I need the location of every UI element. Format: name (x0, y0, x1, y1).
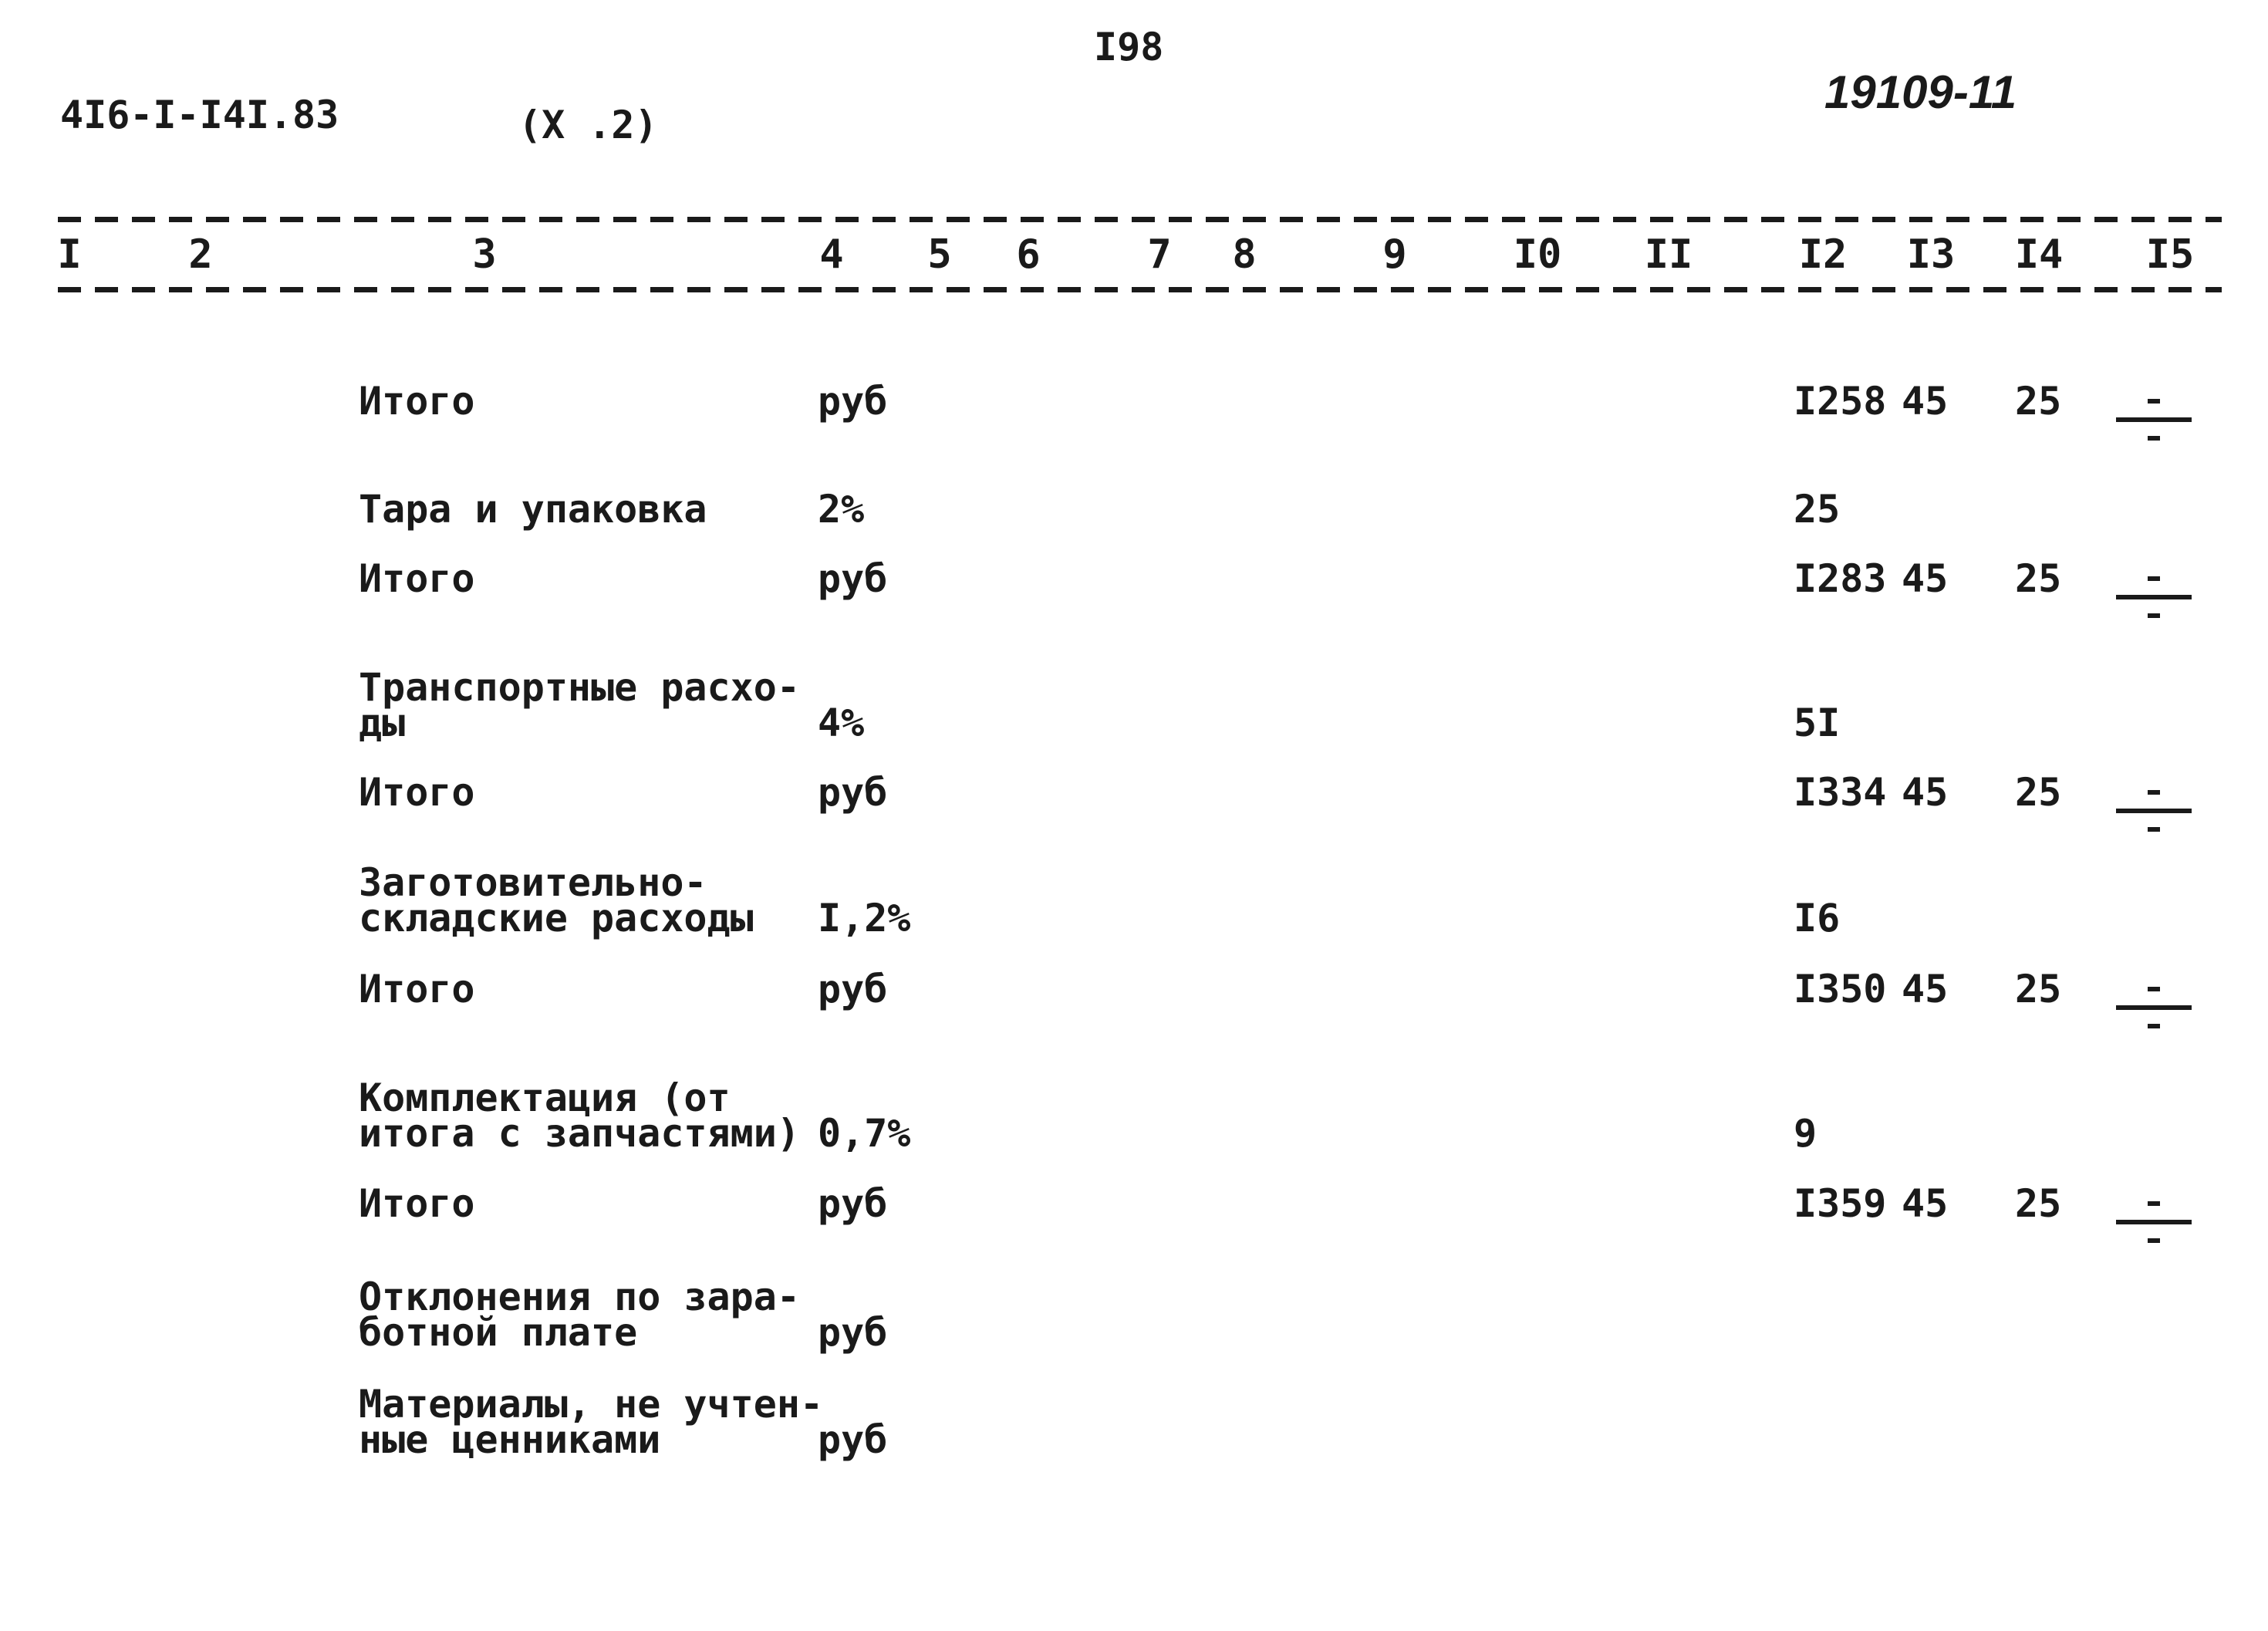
row-description: Материалы, не учтен- (359, 1382, 824, 1427)
row-cost: I258 (1794, 379, 1887, 424)
document-code: 4I6-I-I4I.83 (60, 93, 339, 137)
column-number: 7 (1147, 231, 1172, 278)
row-cost: 9 (1794, 1111, 1817, 1156)
row-unit: руб (818, 1181, 888, 1226)
row-col14: 25 (2015, 556, 2062, 601)
page-number: I98 (1094, 25, 1164, 69)
row-unit: 4% (818, 701, 865, 745)
column-number: 8 (1232, 231, 1257, 278)
row-cost: 5I (1794, 701, 1841, 745)
row-unit: руб (818, 379, 888, 424)
row-cost: I350 (1794, 967, 1887, 1011)
column-number: 2 (188, 231, 213, 278)
handwritten-number: 19109-11 (1824, 66, 2017, 118)
row-col13: 45 (1902, 1181, 1949, 1226)
row-cost: I283 (1794, 556, 1887, 601)
row-cost: I359 (1794, 1181, 1887, 1226)
row-col13: 45 (1902, 379, 1949, 424)
row-col14: 25 (2015, 1181, 2062, 1226)
row-unit: I,2% (818, 896, 911, 940)
column-number: I3 (1906, 231, 1956, 278)
row-unit: руб (818, 556, 888, 601)
division-sign-icon (2116, 987, 2192, 1033)
division-sign-icon (2116, 1201, 2192, 1248)
row-description: Итого (359, 556, 475, 601)
row-description: Отклонения по зара- (359, 1275, 800, 1319)
row-col13: 45 (1902, 556, 1949, 601)
row-description: Итого (359, 1181, 475, 1226)
row-cost: I6 (1794, 896, 1841, 940)
column-number: 3 (472, 231, 497, 278)
row-description: Итого (359, 967, 475, 1011)
column-number: I4 (2014, 231, 2064, 278)
section-label: (X .2) (518, 103, 658, 147)
row-description: ные ценниками (359, 1417, 661, 1462)
division-sign-icon (2116, 790, 2192, 836)
row-col13: 45 (1902, 967, 1949, 1011)
column-number: 4 (819, 231, 844, 278)
column-number: 6 (1016, 231, 1041, 278)
row-cost: 25 (1794, 487, 1841, 532)
row-unit: руб (818, 967, 888, 1011)
row-description: Транспортные расхо- (359, 665, 800, 710)
row-description: ботной плате (359, 1310, 638, 1355)
row-col13: 45 (1902, 770, 1949, 815)
row-description: ды (359, 701, 406, 745)
column-number: 9 (1382, 231, 1407, 278)
row-description: итога с запчастями) (359, 1111, 800, 1156)
row-unit: руб (818, 770, 888, 815)
row-description: складские расходы (359, 896, 754, 940)
division-sign-icon (2116, 399, 2192, 445)
row-description: Заготовительно- (359, 860, 707, 905)
row-description: Итого (359, 379, 475, 424)
row-unit: руб (818, 1417, 888, 1462)
row-description: Итого (359, 770, 475, 815)
header-rule-bottom (58, 287, 2222, 292)
header-rule-top (58, 217, 2222, 222)
row-col14: 25 (2015, 770, 2062, 815)
column-number: 5 (927, 231, 952, 278)
row-description: Тара и упаковка (359, 487, 707, 532)
column-number: I0 (1513, 231, 1562, 278)
row-col14: 25 (2015, 967, 2062, 1011)
division-sign-icon (2116, 576, 2192, 623)
column-number: I (57, 231, 82, 278)
column-number: II (1644, 231, 1693, 278)
row-description: Комплектация (от (359, 1076, 731, 1120)
column-number: I5 (2145, 231, 2195, 278)
row-unit: 0,7% (818, 1111, 911, 1156)
column-number: I2 (1798, 231, 1848, 278)
row-col14: 25 (2015, 379, 2062, 424)
row-unit: 2% (818, 487, 865, 532)
row-unit: руб (818, 1310, 888, 1355)
row-cost: I334 (1794, 770, 1887, 815)
